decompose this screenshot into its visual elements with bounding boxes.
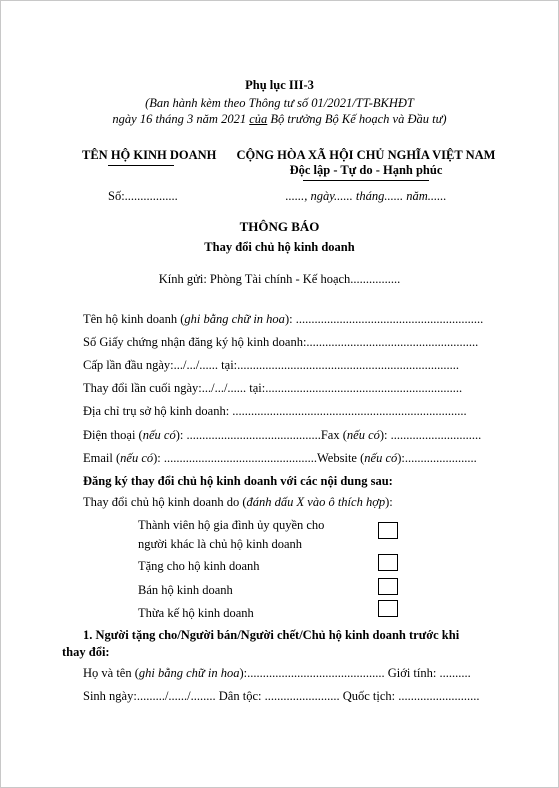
notice-title: THÔNG BÁO (239, 219, 320, 234)
business-name-field[interactable]: Tên hộ kinh doanh (ghi bằng chữ in hoa): ............................................................ (83, 312, 484, 326)
address-field[interactable]: Địa chỉ trụ sở hộ kinh doanh: ........................................................................... (83, 404, 467, 418)
option-gift-checkbox[interactable] (378, 554, 398, 571)
country-name: CỘNG HÒA XÃ HỘI CHỦ NGHĨA VIỆT NAM (236, 148, 496, 162)
notice-subtitle: Thay đổi chủ hộ kinh doanh (204, 240, 355, 254)
business-name-heading: TÊN HỘ KINH DOANH (82, 148, 217, 162)
business-name-underline (108, 165, 174, 166)
issued-note-line2: ngày 16 tháng 3 năm 2021 của Bộ trưởng Bộ Kế hoạch và Đầu tư) (112, 112, 447, 126)
part1-heading-line2: thay đổi: (62, 645, 110, 659)
option-authorize-checkbox[interactable] (378, 522, 398, 539)
part1-heading-line1: 1. Người tặng cho/Người bán/Người chết/Chủ hộ kinh doanh trước khi (83, 628, 460, 642)
appendix-title: Phụ lục III-3 (245, 78, 314, 92)
document-number: Số:................. (108, 189, 178, 203)
motto-underline (303, 180, 429, 181)
option-gift-label: Tặng cho hộ kinh doanh (138, 559, 260, 573)
option-inherit-checkbox[interactable] (378, 600, 398, 617)
national-motto: Độc lập - Tự do - Hạnh phúc (289, 163, 443, 177)
registration-number-field[interactable]: Số Giấy chứng nhận đăng ký hộ kinh doanh:....................................................... (83, 335, 479, 349)
addressee: Kính gửi: Phòng Tài chính - Kế hoạch................ (158, 272, 401, 286)
option-inherit-label: Thừa kế hộ kinh doanh (138, 606, 254, 620)
register-heading: Đăng ký thay đổi chủ hộ kinh doanh với các nội dung sau: (83, 474, 393, 488)
option-authorize-label-line1: Thành viên hộ gia đình ủy quyền cho (138, 518, 325, 532)
issued-note-line1: (Ban hành kèm theo Thông tư số 01/2021/TT-BKHĐT (145, 96, 414, 110)
full-name-gender-field[interactable]: Họ và tên (ghi bằng chữ in hoa):............................................ Giới tính: .......... (83, 666, 471, 680)
option-authorize-label-line2: người khác là chủ hộ kinh doanh (138, 537, 303, 551)
date-line: ......, ngày...... tháng...... năm...... (285, 189, 447, 203)
email-website-field[interactable]: Email (nếu có): .................................................Website (nếu có):....................... (83, 451, 477, 465)
first-issue-field[interactable]: Cấp lần đầu ngày:.../.../...... tại:....................................................................... (83, 358, 460, 372)
last-change-field[interactable]: Thay đổi lần cuối ngày:.../.../...... tại:............................................................... (83, 381, 463, 395)
option-sell-checkbox[interactable] (378, 578, 398, 595)
phone-fax-field[interactable]: Điện thoại (nếu có): ...........................................Fax (nếu có): ............................. (83, 428, 482, 442)
change-reason-label: Thay đổi chủ hộ kinh doanh do (đánh dấu X vào ô thích hợp): (83, 495, 393, 509)
birth-ethnicity-nationality-field[interactable]: Sinh ngày:........./....../........ Dân tộc: ........................ Quốc tịch: .......................... (83, 689, 480, 703)
option-sell-label: Bán hộ kinh doanh (138, 583, 233, 597)
